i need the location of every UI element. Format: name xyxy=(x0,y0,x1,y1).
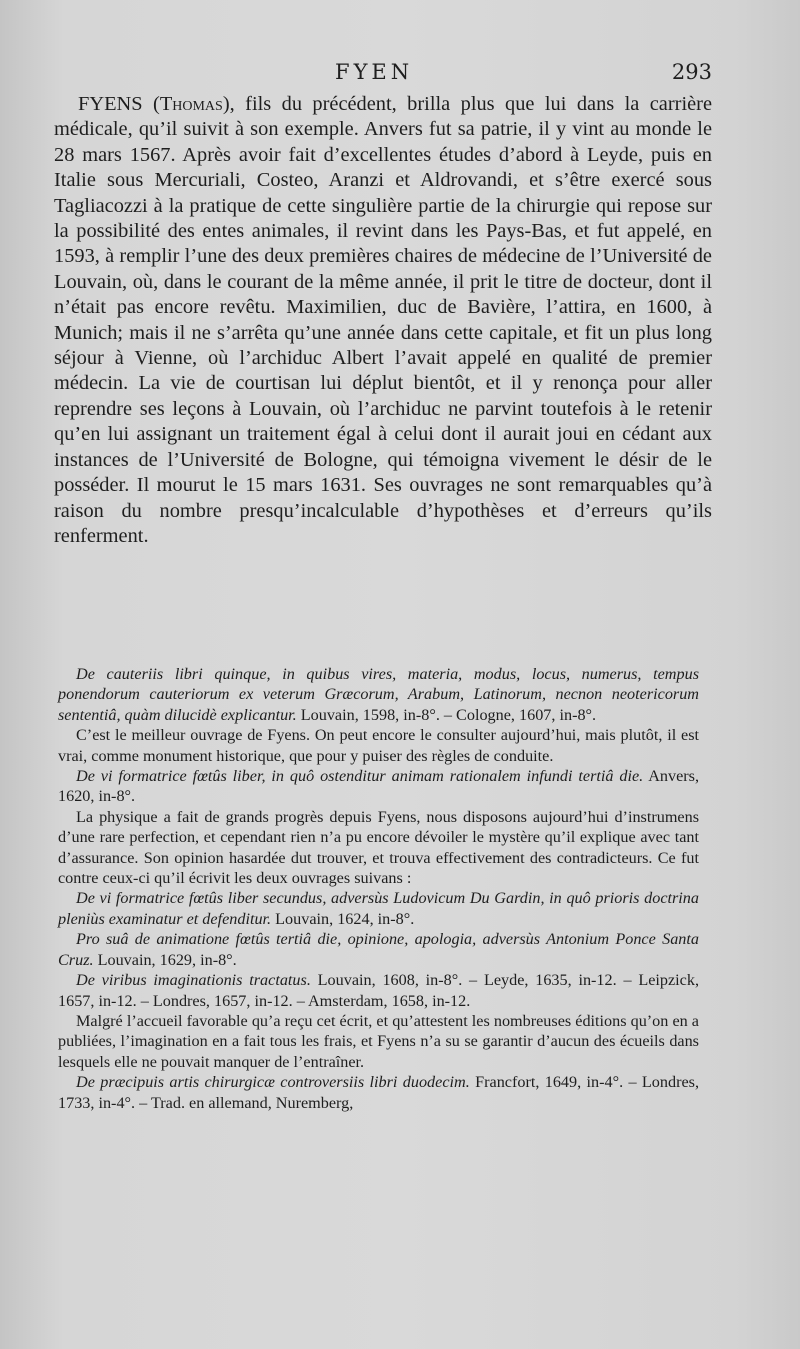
entry-given-name: Thomas xyxy=(159,93,223,115)
work-title: De cauteriis libri quinque, in quibus vires, materia, modus, locus, numerus, tempus ponendorum cauteriorum ex veterum Græcorum, Arabum, Latinorum, necnon neotericorum sententiâ, quàm dilucidè explicantur. xyxy=(58,665,699,724)
page-number: 293 xyxy=(671,60,712,84)
work-entry xyxy=(58,929,699,970)
work-entry xyxy=(58,766,699,807)
work-title: De viribus imaginationis tractatus. xyxy=(76,971,311,990)
work-imprint: Francfort, 1649, in-4°. – Londres, 1733, in-4°. – Trad. en allemand, Nuremberg, xyxy=(58,1073,699,1112)
work-entry xyxy=(58,970,699,1011)
work-imprint: Louvain, 1629, in-8°. xyxy=(93,950,237,969)
biography-entry xyxy=(54,92,712,549)
biography-paragraph: FYENS (Thomas), fils du précédent, brilla plus que lui dans la carrière médicale, qu’il suivit à son exemple. Anvers fut sa patrie, il y vint au monde le 28 mars 1567. Après avoir fait d’excellentes études d’abord à Leyde, puis en Italie sous Mercuriali, Costeo, Aranzi et Aldrovandi, et s’être exercé sous Tagliacozzi à la pratique de cette singulière partie de la chirurgie qui repose sur la possibilité des entes animales, il revint dans les Pays-Bas, et fut appelé, en 1593, à remplir l’une des deux premières chaires de médecine de l’Université de Louvain, où, dans le courant de la même année, il prit le titre de docteur, dont il n’était pas encore revêtu. Maximilien, duc de Bavière, l’attira, en 1600, à Munich; mais il ne s’arrêta qu’une année dans cette capitale, et fit un plus long séjour à Vienne, où l’archiduc Albert l’avait appelé en qualité de premier médecin. La vie de courtisan lui déplut bientôt, et il y renonça pour aller reprendre ses leçons à Louvain, où l’archiduc ne parvint toutefois à le retenir qu’en lui assignant un traitement égal à celui dont il aurait joui en cédant aux instances de l’Université de Bologne, qui témoigna vivement le désir de le posséder. Il mourut le 15 mars 1631. Ses ouvrages ne sont remarquables qu’à raison du nombre presqu’incalculable d’hypothèses et d’erreurs qu’ils renferment. xyxy=(54,93,712,547)
work-imprint: Louvain, 1624, in-8°. xyxy=(271,909,415,928)
work-entry xyxy=(58,1072,699,1113)
work-imprint: Louvain, 1608, in-8°. – Leyde, 1635, in-12. – Leipzick, 1657, in-12. – Londres, 1657, in-12. – Amsterdam, 1658, in-12. xyxy=(58,971,700,1010)
entry-body: ), fils du précédent, brilla plus que lui dans la carrière médicale, qu’il suivit à son exemple. Anvers fut sa patrie, il y vint au monde le 28 mars 1567. Après avoir fait d’excellentes études d’abord à Leyde, puis en Italie sous Mercuriali, Costeo, Aranzi et Aldrovandi, et s’être exercé sous Tagliacozzi à la pratique de cette singulière partie de la chirurgie qui repose sur la possibilité des entes animales, il revint dans les Pays-Bas, et fut appelé, en 1593, à remplir l’une des deux premières chaires de médecine de l’Université de Louvain, où, dans le courant de la même année, il prit le titre de docteur, dont il n’était pas encore revêtu. Maximilien, duc de Bavière, l’attira, en 1600, à Munich; mais il ne s’arrêta qu’une année dans cette capitale, et fit un plus long séjour à Vienne, où l’archiduc Albert l’avait appelé en qualité de premier médecin. La vie de courtisan lui déplut bientôt, et il y renonça pour aller reprendre ses leçons à Louvain, où l’archiduc ne parvint toutefois à le retenir qu’en lui assignant un traitement égal à celui dont il aurait joui en cédant aux instances de l’Université de Bologne, qui témoigna vivement le désir de le posséder. Il mourut le 15 mars 1631. Ses ouvrages ne sont remarquables qu’à raison du nombre presqu’incalculable d’hypothèses et d’erreurs qu’ils renferment. xyxy=(54,93,712,547)
work-title: De præcipuis artis chirurgicæ controversiis libri duodecim. xyxy=(76,1073,470,1092)
work-comment: La physique a fait de grands progrès depuis Fyens, nous disposons aujourd’hui d’instrumens d’une rare perfection, et cependant rien n’a pu encore dévoiler le mystère qu’il explique avec tant d’assurance. Son opinion hasardée dut trouver, et trouva effectivement des contradicteurs. Ce fut contre ceux-ci qu’il écrivit les deux ouvrages suivans : xyxy=(58,807,699,888)
work-entry xyxy=(58,664,699,725)
entry-name: FYENS xyxy=(78,93,143,115)
running-head-title: FYEN xyxy=(335,60,414,84)
works-list xyxy=(58,664,699,1113)
work-title: De vi formatrice fœtûs liber secundus, adversùs Ludovicum Du Gardin, in quô prioris doctrina pleniùs examinatur et defenditur. xyxy=(58,889,699,928)
work-title: De vi formatrice fœtûs liber, in quô ostenditur animam rationalem infundi tertiâ die. xyxy=(76,767,644,786)
work-entry xyxy=(58,888,699,929)
work-imprint: Louvain, 1598, in-8°. – Cologne, 1607, in-8°. xyxy=(296,705,597,724)
work-comment: Malgré l’accueil favorable qu’a reçu cet écrit, et qu’attestent les nombreuses éditions qu’on en a publiées, l’imagination en a fait tous les frais, et Fyens n’a su se garantir d’aucun des écueils dans lesquels elle ne pouvait manquer de l’entraîner. xyxy=(58,1011,699,1071)
work-title: Pro suâ de animatione fœtûs tertiâ die, opinione, apologia, adversùs Antonium Ponce Santa Cruz. xyxy=(58,930,699,969)
work-comment: C’est le meilleur ouvrage de Fyens. On peut encore le consulter aujourd’hui, mais plutôt, il est vrai, comme monument historique, que pour y puiser des règles de conduite. xyxy=(58,726,699,765)
running-head xyxy=(0,58,800,92)
work-imprint: Anvers, 1620, in-8°. xyxy=(58,767,700,806)
